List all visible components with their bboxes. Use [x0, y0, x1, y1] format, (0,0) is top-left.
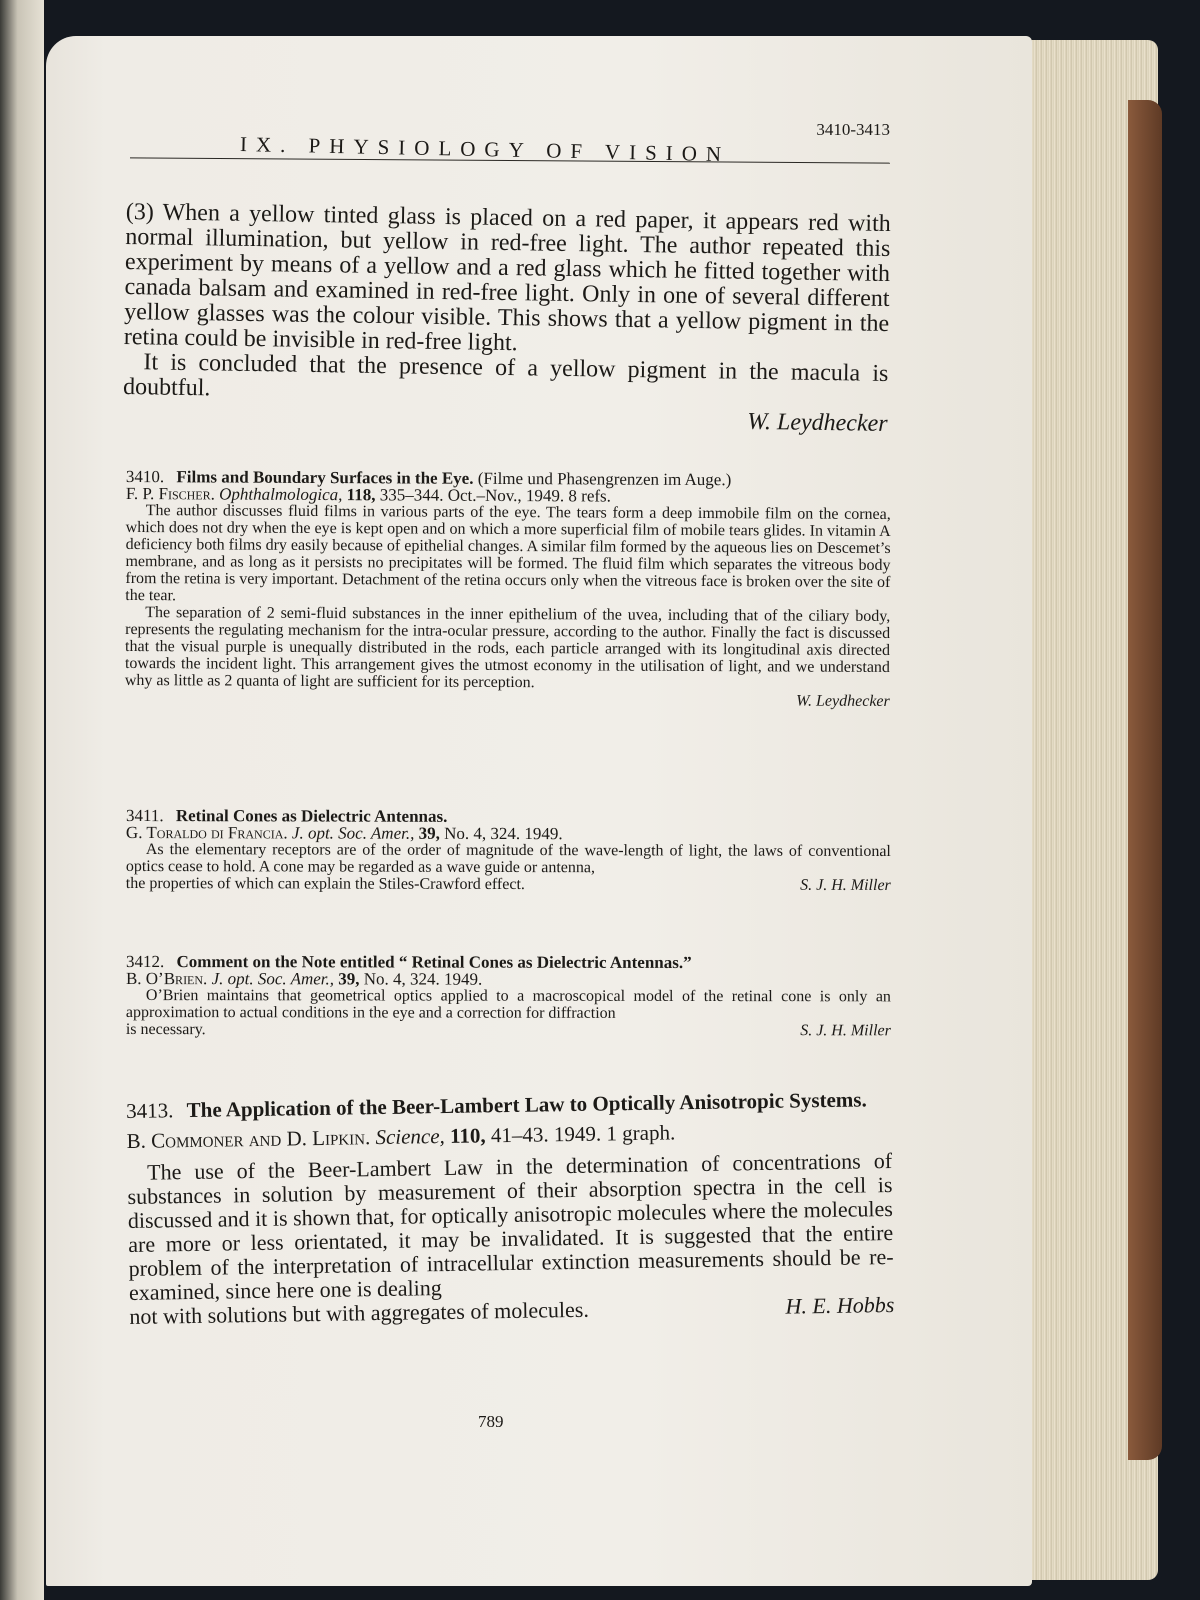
abstract-signature: S. J. H. Miller	[800, 1022, 891, 1040]
abstract-journal: Science,	[375, 1123, 446, 1150]
abstract-title: The Application of the Beer-Lambert Law to Optically Anisotropic Systems.	[186, 1087, 867, 1123]
continued-abstract	[122, 200, 890, 437]
abstract-pages-date: No. 4, 324. 1949.	[444, 823, 563, 844]
abstract-signature: S. J. H. Miller	[800, 876, 891, 895]
abstract-volume: 39,	[338, 969, 360, 989]
abstract-signature: H. E. Hobbs	[785, 1291, 895, 1319]
abstract-pages-date: 41–43. 1949. 1 graph.	[490, 1120, 676, 1148]
abstract-3410	[125, 468, 891, 710]
abstract-volume: 118,	[346, 485, 376, 505]
abstract-number: 3412.	[125, 952, 165, 972]
abstract-author: B. Commoner and D. Lipkin.	[126, 1125, 371, 1153]
abstract-3411	[126, 807, 891, 894]
abstract-number: 3413.	[125, 1098, 174, 1123]
abstract-journal: J. opt. Soc. Amer.,	[291, 823, 415, 843]
book-cover-edge	[1128, 100, 1162, 1460]
abstract-body-1: The author discusses fluid films in various parts of the eye. The tears form a deep immobile film on the cornea, which does not dry when the eye is kept open and on which a more superficial film of mobile tears glides. In vitamin A deficiency both films dry easily because of epithelial changes. A similar film formed by the aqueous lies on Descemet’s membrane, and as long as it persists no precipitates will be formed. The fluid film which separates the vitreous body from the retina is very important. Detachment of the retina occurs only when the vitreous face is broken over the site of the tear.	[125, 502, 891, 605]
abstract-citation	[126, 1117, 891, 1153]
abstract-subtitle: (Filme und Phasengrenzen im Auge.)	[477, 468, 732, 490]
abstract-author: F. P. Fischer.	[125, 483, 215, 504]
intro-paragraph-1: (3) When a yellow tinted glass is placed on a red paper, it appears red with normal illumination, but yellow in red-free light. The author repeated this experiment by means of a yellow and a red glass which he fitted together with canada balsam and examined in red-free light. Only in one of several different yellow glasses was the colour visible. This shows that a yellow pigment in the retina could be invisible in red-free light.	[123, 199, 891, 357]
abstract-author: B. O’Brien.	[125, 969, 208, 989]
abstract-volume: 39,	[418, 823, 440, 843]
abstract-author: G. Toraldo di Francia.	[125, 822, 288, 843]
intro-paragraph-2: It is concluded that the presence of a yellow pigment in the macula is doubtful.	[122, 349, 889, 402]
abstract-body: As the elementary receptors are of the order of magnitude of the wave-length of light, the laws of conventional optics cease to hold. A cone may be regarded as a wave guide or antenna,	[125, 841, 891, 877]
page-number: 789	[478, 1412, 504, 1431]
abstract-body-last: the properties of which can explain the Stiles-Crawford effect.	[125, 874, 525, 894]
abstract-title: Comment on the Note entitled “ Retinal Cones as Dielectric Antennas.”	[176, 952, 692, 972]
abstract-signature: W. Leydhecker	[796, 692, 890, 711]
abstract-last-line	[126, 1021, 891, 1039]
abstract-number: 3410.	[125, 467, 165, 487]
abstract-journal: J. opt. Soc. Amer.,	[211, 969, 335, 989]
abstract-pages-date: 335–344. Oct.–Nov., 1949. 8 refs.	[379, 485, 611, 506]
abstract-3412	[126, 953, 891, 1039]
intro-signature: W. Leydhecker	[746, 408, 888, 437]
abstract-citation	[126, 970, 891, 988]
facing-page-edge	[0, 0, 44, 1600]
page-header	[130, 120, 890, 170]
abstract-volume: 110,	[449, 1123, 486, 1148]
abstract-body: The use of the Beer-Lambert Law in the determination of concentrations of substances in solution by measurement of their absorption spectra in the cell is discussed and it is shown that, for optically anisotropic molecules where the molecules are more or less orientated, it may be invalidated. It is suggested that the entire problem of the interpretation of intracellular extinction measurements should be re-examined, since here one is dealing	[127, 1147, 894, 1305]
abstract-journal: Ophthalmologica,	[219, 484, 343, 505]
abstract-number-range: 3410-3413	[816, 120, 890, 139]
abstract-body-2: The separation of 2 semi-fluid substances in the inner epithelium of the uvea, including that of the ciliary body, represents the regulating mechanism for the intra-ocular pressure, according to the author. Finally the fact is discussed that the visual purple is unequally distributed in the rods, each particle arranged with its longitudinal axis directed towards the incident light. This arrangement gives the utmost economy in the utilisation of light, and we understand why as little as 2 quanta of light are sufficient for its perception.	[124, 604, 891, 692]
abstract-title: Retinal Cones as Dielectric Antennas.	[175, 806, 448, 826]
abstract-last-line	[126, 875, 891, 894]
abstract-body: O’Brien maintains that geometrical optics applied to a macroscopical model of the retinal cone is only an approximation to actual conditions in the eye and a correction for diffraction	[125, 987, 891, 1022]
abstract-citation	[126, 824, 891, 843]
abstract-body-last: not with solutions but with aggregates of molecules.	[129, 1296, 590, 1329]
abstract-3413	[126, 1088, 895, 1329]
abstract-title: Films and Boundary Surfaces in the Eye.	[176, 467, 474, 488]
abstract-body-last: is necessary.	[125, 1020, 206, 1039]
running-head: IX. PHYSIOLOGY OF VISION	[239, 132, 731, 167]
abstract-number: 3411.	[125, 806, 164, 826]
abstract-pages-date: No. 4, 324. 1949.	[363, 969, 483, 989]
